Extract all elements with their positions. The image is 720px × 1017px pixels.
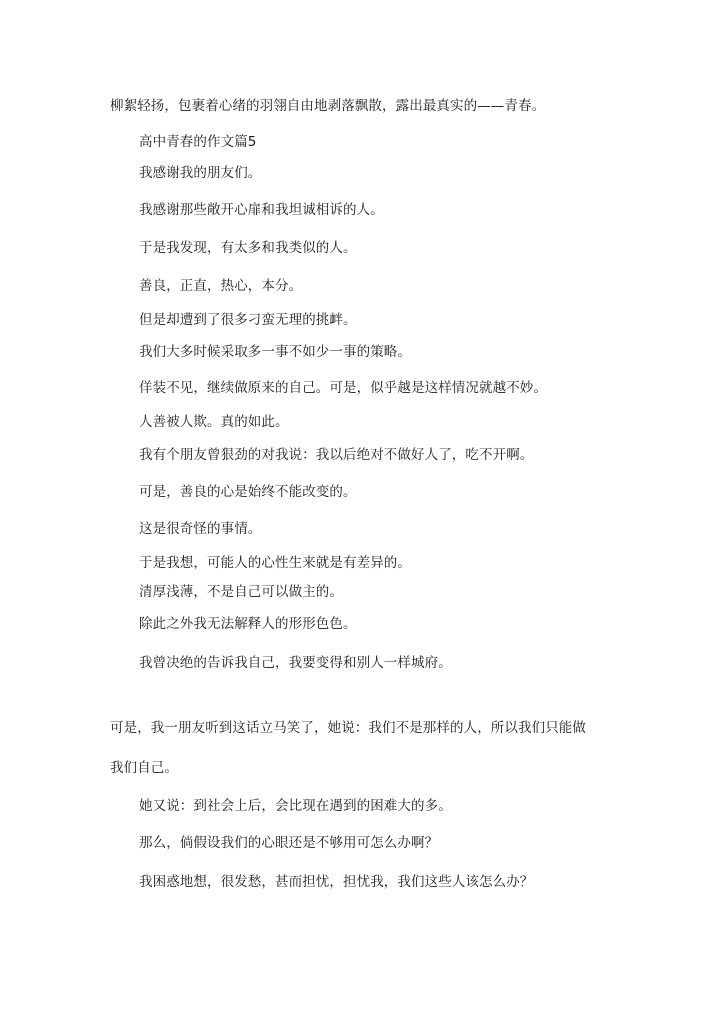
paragraph-line: 于是我发现，有太多和我类似的人。 xyxy=(139,240,357,256)
paragraph-line: 我感谢我的朋友们。 xyxy=(139,165,262,181)
paragraph-line: 那么，倘假设我们的心眼还是不够用可怎么办啊？ xyxy=(139,835,439,851)
section-heading: 高中青春的作文篇5 xyxy=(139,134,257,150)
paragraph-line: 善良，正直，热心，本分。 xyxy=(139,278,303,294)
paragraph-line: 我们自己。 xyxy=(110,760,178,776)
paragraph-line: 我有个朋友曾狠劲的对我说：我以后绝对不做好人了，吃不开啊。 xyxy=(139,447,534,463)
paragraph-line: 但是却遭到了很多刁蛮无理的挑衅。 xyxy=(139,312,357,328)
paragraph-line: 我曾决绝的告诉我自己，我要变得和别人一样城府。 xyxy=(139,655,452,671)
paragraph-line: 我们大多时候采取多一事不如少一事的策略。 xyxy=(139,344,411,360)
paragraph-line: 可是，我一朋友听到这话立马笑了，她说：我们不是那样的人，所以我们只能做 xyxy=(110,720,586,736)
paragraph-line: 可是，善良的心是始终不能改变的。 xyxy=(139,484,357,500)
paragraph-line: 清厚浅薄，不是自己可以做主的。 xyxy=(139,584,343,600)
paragraph-line: 佯装不见，继续做原来的自己。可是，似乎越是这样情况就越不妙。 xyxy=(139,380,547,396)
paragraph-line: 于是我想，可能人的心性生来就是有差异的。 xyxy=(139,555,411,571)
paragraph-line: 这是很奇怪的事情。 xyxy=(139,521,262,537)
paragraph-line: 她又说：到社会上后，会比现在遇到的困难大的多。 xyxy=(139,798,452,814)
paragraph-line: 除此之外我无法解释人的形形色色。 xyxy=(139,616,357,632)
paragraph-line: 柳絮轻扬，包裹着心绪的羽翎自由地剥落飘散，露出最真实的——青春。 xyxy=(110,98,546,114)
paragraph-line: 我困惑地想，很发愁，甚而担忧，担忧我，我们这些人该怎么办？ xyxy=(139,874,534,890)
paragraph-line: 人善被人欺。真的如此。 xyxy=(139,414,289,430)
paragraph-line: 我感谢那些敞开心扉和我坦诚相诉的人。 xyxy=(139,202,384,218)
